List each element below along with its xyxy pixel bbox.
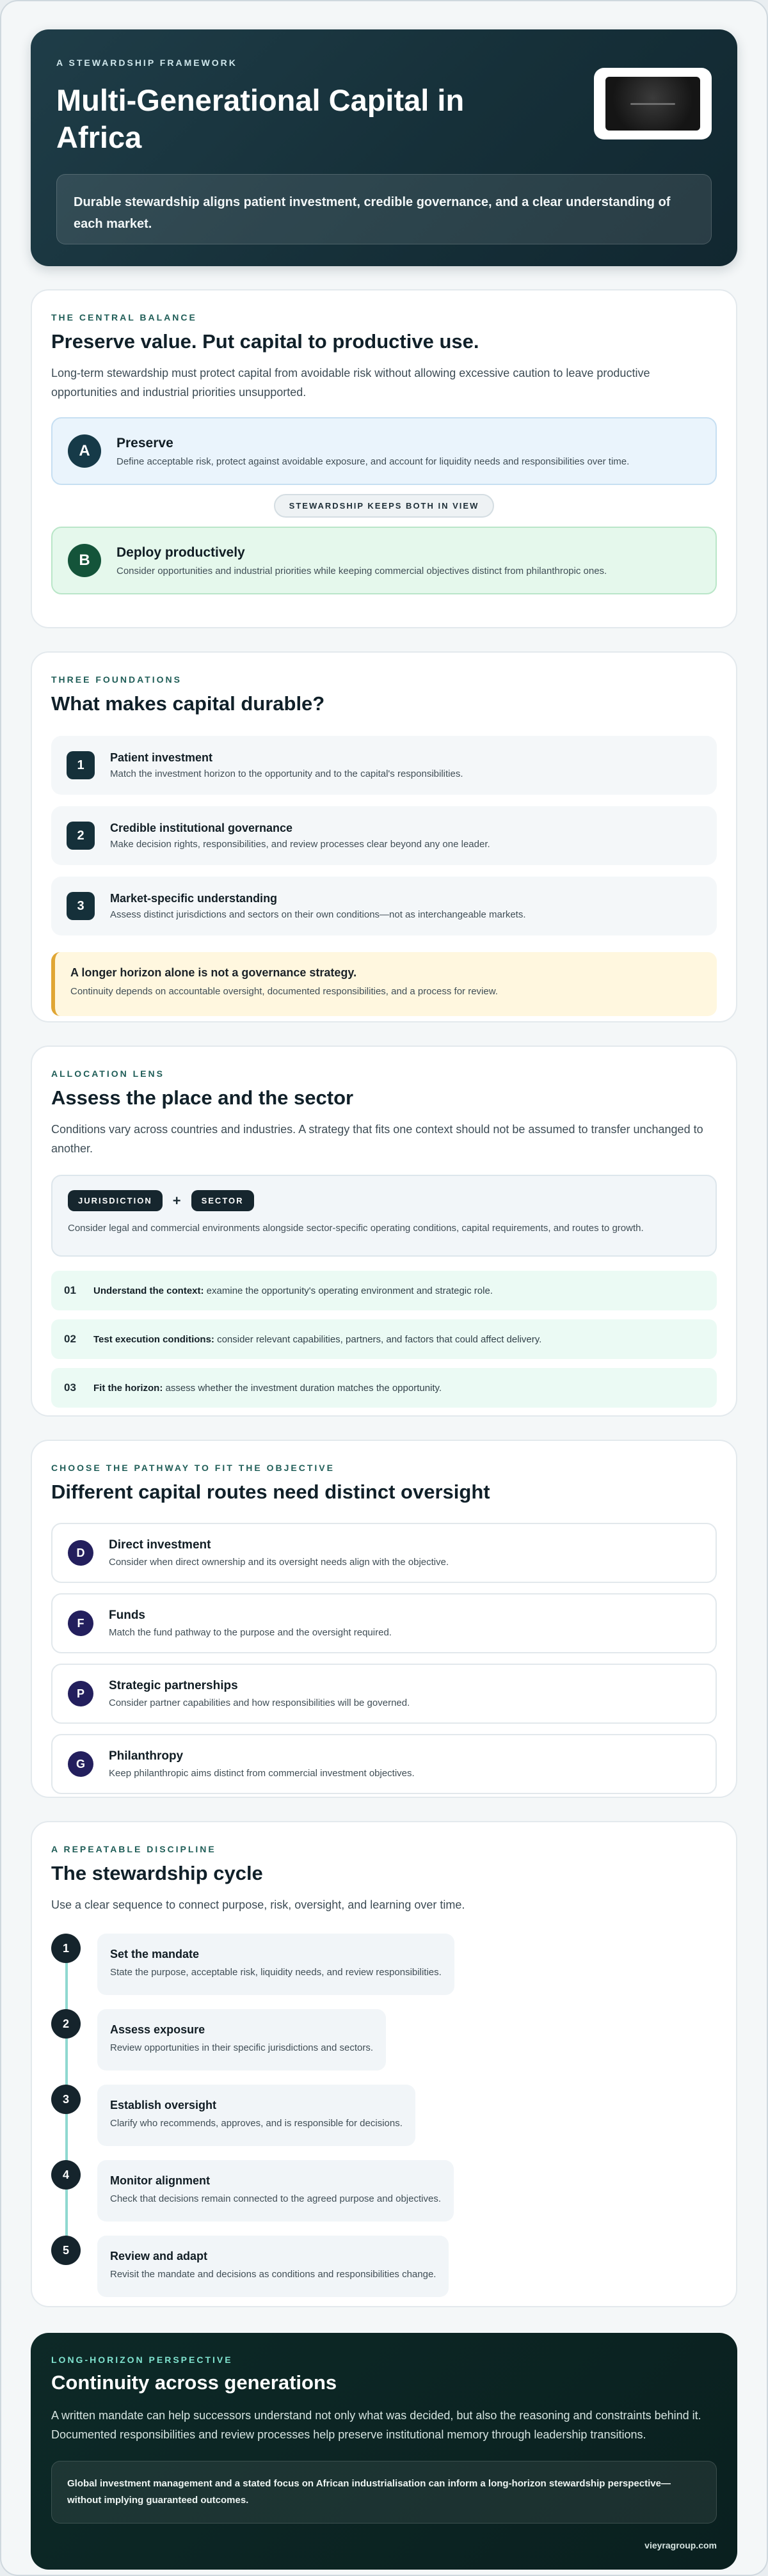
step-box [97, 2085, 415, 2146]
section-body: A written mandate can help successors understand not only what was decided, but also the reasoning and constraints behind it. Documented responsibilities and review processes help preserve institutional memory through leadership transitions. [51, 2409, 701, 2441]
step-text: consider relevant capabilities, partners, and factors that could affect delivery. [214, 1333, 542, 1345]
section-kicker: A REPEATABLE DISCIPLINE [51, 1844, 216, 1854]
section-kicker: ALLOCATION LENS [51, 1069, 164, 1079]
cycle-step [51, 2160, 717, 2236]
letter-badge: D [68, 1540, 93, 1566]
number-badge: 2 [67, 822, 95, 850]
section-kicker: THE CENTRAL BALANCE [51, 312, 197, 322]
pathway-funds [51, 1593, 717, 1653]
step-dot: 4 [51, 2160, 81, 2190]
step-desc: Revisit the mandate and decisions as conditions and responsibilities change. [110, 2269, 436, 2280]
letter-badge: A [68, 434, 101, 468]
step-desc: Review opportunities in their specific jurisdictions and sectors. [110, 2042, 374, 2053]
cycle-step [51, 2009, 717, 2085]
panel-title: Preserve [116, 435, 173, 450]
perspective-note: Global investment management and a stated focus on African industrialisation can inform a long-horizon stewardship perspective—without implying guaranteed outcomes. [51, 2461, 717, 2524]
cycle-step [51, 2236, 717, 2311]
step-number: 02 [64, 1333, 76, 1345]
foundation-title: Patient investment [110, 751, 213, 764]
cycle-step [51, 2085, 717, 2160]
section-kicker: CHOOSE THE PATHWAY TO FIT THE OBJECTIVE [51, 1463, 335, 1473]
stewardship-pill: STEWARDSHIP KEEPS BOTH IN VIEW [274, 494, 495, 518]
panel-title: Deploy productively [116, 545, 245, 560]
step-dot: 5 [51, 2236, 81, 2265]
cycle-step [51, 1934, 717, 2009]
pathway-philanthropy [51, 1734, 717, 1794]
panel-desc: Define acceptable risk, protect against avoidable exposure, and account for liquidity needs and responsibilities over time. [116, 456, 630, 467]
continuity-card [31, 2333, 737, 2570]
letter-badge: G [68, 1751, 93, 1777]
step-number: 01 [64, 1284, 76, 1296]
jurisdiction-tag: JURISDICTION [68, 1190, 163, 1211]
allocation-step [51, 1368, 717, 1408]
stewardship-cycle-card [31, 1821, 737, 2307]
pathway-direct-investment [51, 1523, 717, 1583]
pathway-title: Philanthropy [109, 1749, 184, 1763]
pathway-desc: Keep philanthropic aims distinct from commercial investment objectives. [109, 1768, 415, 1779]
site-link[interactable]: vieyragroup.com [644, 2540, 717, 2550]
foundation-title: Credible institutional governance [110, 822, 293, 834]
pathway-title: Funds [109, 1609, 145, 1622]
step-box [97, 2160, 454, 2222]
thumbnail-screen-icon [605, 77, 700, 131]
sector-tag: SECTOR [191, 1190, 254, 1211]
foundation-desc: Assess distinct jurisdictions and sectors on their own conditions—not as interchangeable markets. [110, 909, 526, 920]
hero-banner [31, 29, 737, 266]
pathway-desc: Consider when direct ownership and its oversight needs align with the objective. [109, 1557, 449, 1568]
central-balance-card [31, 289, 737, 628]
section-kicker: THREE FOUNDATIONS [51, 674, 182, 685]
step-title: Monitor alignment [110, 2174, 210, 2187]
section-kicker: LONG-HORIZON PERSPECTIVE [51, 2355, 233, 2365]
foundation-item [51, 736, 717, 795]
hero-lead: Durable stewardship aligns patient investment, credible governance, and a clear understanding of each market. [56, 174, 712, 244]
foundation-item [51, 877, 717, 935]
pathway-desc: Match the fund pathway to the purpose and the oversight required. [109, 1627, 392, 1638]
section-intro: Long-term stewardship must protect capital from avoidable risk without allowing excessive caution to leave productive opportunities and industrial priorities unsupported. [51, 367, 650, 399]
number-badge: 1 [67, 751, 95, 779]
step-desc: Clarify who recommends, approves, and is responsible for decisions. [110, 2118, 403, 2129]
step-title: Review and adapt [110, 2250, 208, 2262]
section-title: Assess the place and the sector [51, 1086, 354, 1109]
governance-callout [51, 952, 717, 1016]
step-box [97, 2009, 386, 2071]
step-lead: Understand the context: [93, 1285, 204, 1296]
lens-desc: Consider legal and commercial environments alongside sector-specific operating conditions, capital requirements, and routes to growth. [68, 1223, 644, 1234]
letter-badge: B [68, 544, 101, 577]
foundation-desc: Make decision rights, responsibilities, and review processes clear beyond any one leader. [110, 839, 490, 850]
pathway-title: Direct investment [109, 1538, 211, 1552]
allocation-step [51, 1319, 717, 1359]
step-text: examine the opportunity's operating environment and strategic role. [204, 1285, 493, 1296]
page-title: Multi-Generational Capital in Africa [56, 83, 465, 154]
step-lead: Test execution conditions: [93, 1333, 214, 1345]
step-desc: State the purpose, acceptable risk, liquidity needs, and review responsibilities. [110, 1967, 442, 1978]
pathways-card [31, 1440, 737, 1798]
step-number: 03 [64, 1381, 76, 1394]
cycle-timeline [51, 1934, 717, 2311]
callout-desc: Continuity depends on accountable oversight, documented responsibilities, and a process for review. [70, 986, 498, 997]
allocation-step [51, 1271, 717, 1310]
section-title: The stewardship cycle [51, 1862, 263, 1884]
preserve-panel [51, 417, 717, 485]
step-title: Set the mandate [110, 1948, 200, 1960]
step-title: Establish oversight [110, 2099, 217, 2111]
letter-badge: F [68, 1610, 93, 1636]
section-title: Preserve value. Put capital to productive use. [51, 330, 479, 353]
step-desc: Check that decisions remain connected to the agreed purpose and objectives. [110, 2193, 441, 2204]
step-dot: 2 [51, 2009, 81, 2039]
deploy-panel [51, 527, 717, 594]
pathway-strategic-partnerships [51, 1664, 717, 1724]
step-dot: 3 [51, 2085, 81, 2114]
step-box [97, 1934, 454, 1995]
step-dot: 1 [51, 1934, 81, 1963]
section-intro: Use a clear sequence to connect purpose, risk, oversight, and learning over time. [51, 1898, 465, 1911]
foundation-item [51, 806, 717, 865]
section-intro: Conditions vary across countries and industries. A strategy that fits one context should not be assumed to transfer unchanged to another. [51, 1123, 703, 1155]
step-text: assess whether the investment duration matches the opportunity. [163, 1382, 442, 1394]
step-title: Assess exposure [110, 2023, 205, 2036]
foundation-title: Market-specific understanding [110, 892, 278, 905]
hero-kicker: A STEWARDSHIP FRAMEWORK [56, 58, 237, 68]
pathway-desc: Consider partner capabilities and how responsibilities will be governed. [109, 1697, 410, 1708]
section-title: What makes capital durable? [51, 692, 325, 715]
plus-icon: + [172, 1192, 181, 1209]
section-title: Different capital routes need distinct oversight [51, 1481, 490, 1503]
allocation-card [31, 1046, 737, 1417]
letter-badge: P [68, 1681, 93, 1706]
foundation-desc: Match the investment horizon to the opportunity and to the capital's responsibilities. [110, 768, 463, 779]
allocation-lens-panel [51, 1175, 717, 1257]
number-badge: 3 [67, 892, 95, 920]
callout-title: A longer horizon alone is not a governance strategy. [70, 966, 357, 979]
step-lead: Fit the horizon: [93, 1382, 163, 1394]
pathway-title: Strategic partnerships [109, 1679, 238, 1692]
foundations-card [31, 651, 737, 1022]
panel-desc: Consider opportunities and industrial priorities while keeping commercial objectives distinct from philanthropic ones. [116, 565, 607, 576]
section-title: Continuity across generations [51, 2371, 337, 2394]
hero-thumbnail [594, 68, 712, 139]
step-box [97, 2236, 449, 2297]
